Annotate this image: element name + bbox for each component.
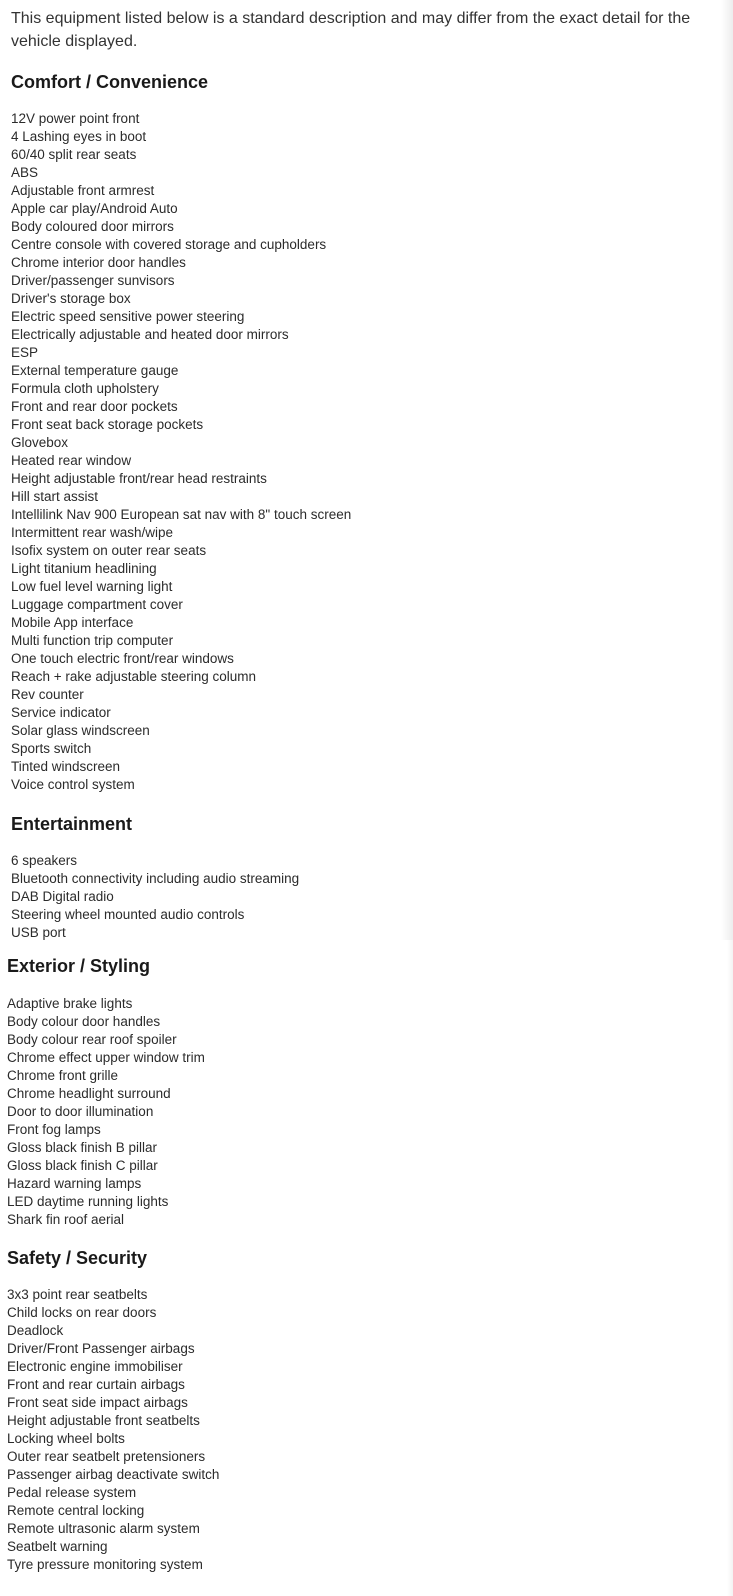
equipment-item: Pedal release system (7, 1485, 137, 1500)
equipment-item: USB port (11, 925, 66, 940)
equipment-item: Adaptive brake lights (7, 996, 133, 1011)
equipment-item: Front seat back storage pockets (11, 417, 204, 432)
equipment-item: Front fog lamps (7, 1122, 101, 1137)
equipment-item: Passenger airbag deactivate switch (7, 1467, 220, 1482)
equipment-item: LED daytime running lights (7, 1194, 169, 1209)
equipment-item: One touch electric front/rear windows (11, 651, 234, 666)
equipment-item: Sports switch (11, 741, 92, 756)
equipment-item: Intermittent rear wash/wipe (11, 525, 174, 540)
equipment-item: Isofix system on outer rear seats (11, 543, 207, 558)
equipment-item: 12V power point front (11, 111, 140, 126)
equipment-disclaimer: This equipment listed below is a standard description and may differ from the exact detail for the vehicle displayed. (11, 10, 691, 50)
equipment-item: Chrome headlight surround (7, 1086, 171, 1101)
equipment-item: Driver's storage box (11, 291, 131, 306)
scroll-edge-shadow (721, 0, 733, 940)
equipment-item: Hazard warning lamps (7, 1176, 142, 1191)
equipment-item: Front and rear curtain airbags (7, 1377, 185, 1392)
equipment-item: Body colour rear roof spoiler (7, 1032, 177, 1047)
equipment-item: Remote central locking (7, 1503, 145, 1518)
equipment-item: Rev counter (11, 687, 84, 702)
entertainment-list (11, 852, 299, 942)
safety-security-list (7, 1286, 219, 1574)
equipment-item: Glovebox (11, 435, 69, 450)
equipment-item: 3x3 point rear seatbelts (7, 1287, 148, 1302)
equipment-item: Adjustable front armrest (11, 183, 155, 198)
equipment-item: Tyre pressure monitoring system (7, 1557, 203, 1572)
equipment-item: Electric speed sensitive power steering (11, 309, 245, 324)
equipment-item: 6 speakers (11, 853, 78, 868)
equipment-item: Driver/passenger sunvisors (11, 273, 175, 288)
equipment-item: ESP (11, 345, 39, 360)
equipment-item: Tinted windscreen (11, 759, 121, 774)
equipment-item: Reach + rake adjustable steering column (11, 669, 257, 684)
equipment-item: Centre console with covered storage and cupholders (11, 237, 327, 252)
equipment-item: ABS (11, 165, 39, 180)
equipment-item: Multi function trip computer (11, 633, 174, 648)
equipment-item: Outer rear seatbelt pretensioners (7, 1449, 206, 1464)
equipment-item: Child locks on rear doors (7, 1305, 157, 1320)
equipment-item: Shark fin roof aerial (7, 1212, 125, 1227)
equipment-item: Service indicator (11, 705, 111, 720)
equipment-item: Chrome interior door handles (11, 255, 186, 270)
equipment-item: Chrome front grille (7, 1068, 119, 1083)
equipment-item: Low fuel level warning light (11, 579, 173, 594)
equipment-item: Light titanium headlining (11, 561, 157, 576)
equipment-item: Front and rear door pockets (11, 399, 178, 414)
equipment-item: Height adjustable front seatbelts (7, 1413, 200, 1428)
equipment-item: Formula cloth upholstery (11, 381, 159, 396)
equipment-item: Driver/Front Passenger airbags (7, 1341, 195, 1356)
equipment-item: Apple car play/Android Auto (11, 201, 178, 216)
equipment-item: Body colour door handles (7, 1014, 161, 1029)
equipment-item: Electrically adjustable and heated door mirrors (11, 327, 289, 342)
section-title-exterior-styling: Exterior / Styling (7, 956, 151, 976)
equipment-item: Hill start assist (11, 489, 99, 504)
equipment-item: Gloss black finish B pillar (7, 1140, 158, 1155)
equipment-item: Seatbelt warning (7, 1539, 108, 1554)
equipment-item: Bluetooth connectivity including audio streaming (11, 871, 300, 886)
equipment-item: Steering wheel mounted audio controls (11, 907, 245, 922)
equipment-item: 60/40 split rear seats (11, 147, 137, 162)
exterior-styling-list (7, 995, 205, 1229)
equipment-item: Locking wheel bolts (7, 1431, 125, 1446)
equipment-item: Front seat side impact airbags (7, 1395, 188, 1410)
section-title-safety-security: Safety / Security (7, 1248, 148, 1268)
equipment-item: Door to door illumination (7, 1104, 154, 1119)
equipment-item: Body coloured door mirrors (11, 219, 174, 234)
equipment-item: Remote ultrasonic alarm system (7, 1521, 200, 1536)
equipment-item: Electronic engine immobiliser (7, 1359, 183, 1374)
equipment-item: Mobile App interface (11, 615, 134, 630)
scroll-edge-shadow-lower (727, 940, 733, 1596)
equipment-item: Voice control system (11, 777, 135, 792)
equipment-item: Deadlock (7, 1323, 64, 1338)
equipment-item: Gloss black finish C pillar (7, 1158, 158, 1173)
equipment-item: Heated rear window (11, 453, 132, 468)
section-title-comfort-convenience: Comfort / Convenience (11, 72, 209, 92)
equipment-item: 4 Lashing eyes in boot (11, 129, 147, 144)
equipment-item: DAB Digital radio (11, 889, 114, 904)
equipment-item: Solar glass windscreen (11, 723, 150, 738)
equipment-item: Luggage compartment cover (11, 597, 183, 612)
section-title-entertainment: Entertainment (11, 814, 133, 834)
equipment-item: Height adjustable front/rear head restraints (11, 471, 267, 486)
equipment-item: Chrome effect upper window trim (7, 1050, 205, 1065)
equipment-item: Intellilink Nav 900 European sat nav with 8" touch screen (11, 507, 352, 522)
equipment-item: External temperature gauge (11, 363, 179, 378)
comfort-convenience-list (11, 110, 351, 794)
